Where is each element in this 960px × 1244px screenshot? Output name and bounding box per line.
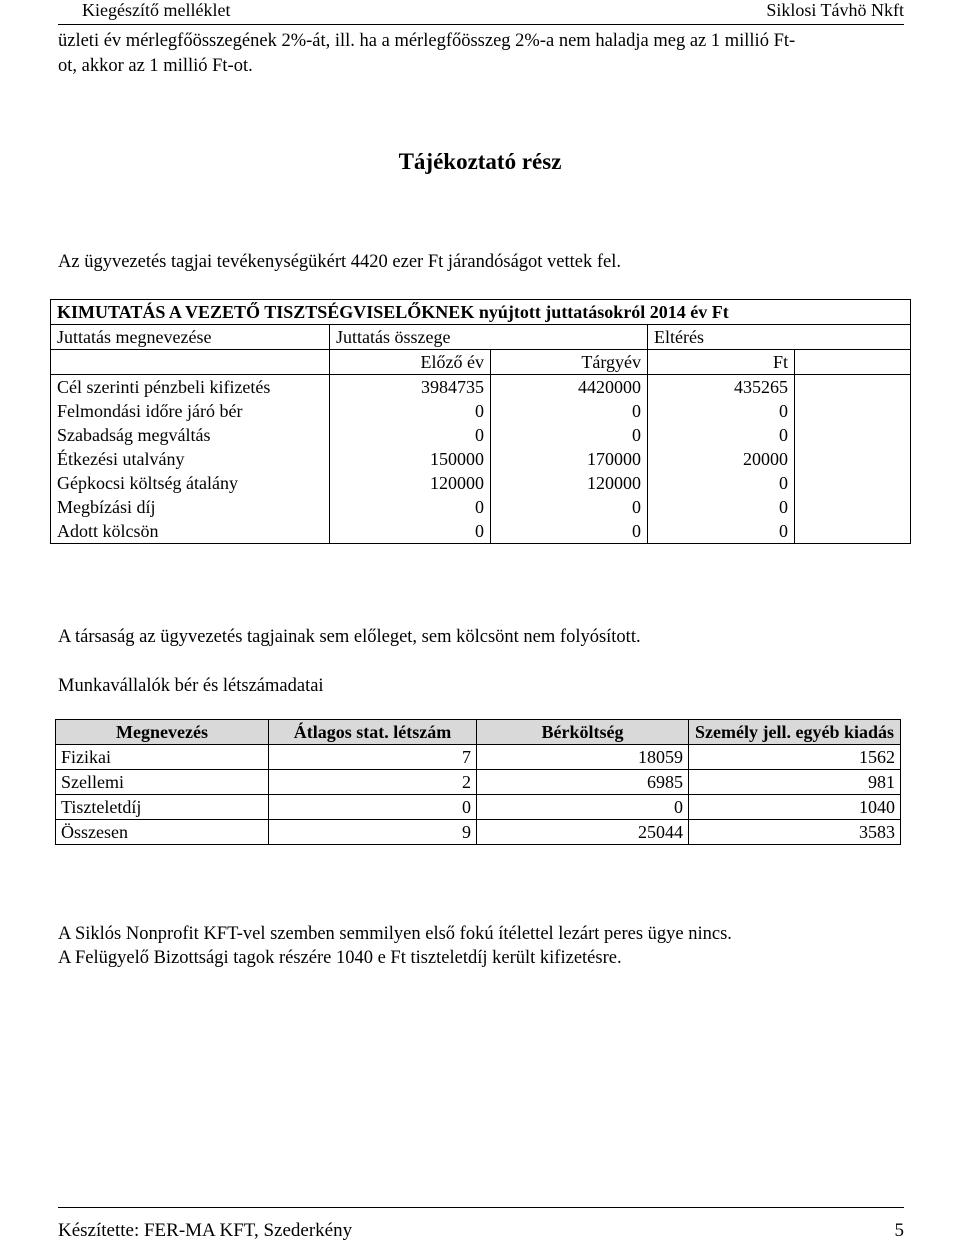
table1-header-curr: Tárgyév (491, 350, 648, 375)
table-row: Fizikai 7 18059 1562 (56, 745, 901, 770)
table-row: Összesen 9 25044 3583 (56, 820, 901, 845)
table2-header-headcount: Átlagos stat. létszám (269, 720, 477, 745)
table1-header-ft: Ft (648, 350, 795, 375)
header-right: Siklosi Távhö Nkft (766, 0, 904, 20)
footer-author: Készítette: FER-MA KFT, Szederkény (58, 1220, 353, 1241)
table-row: Gépkocsi költség átalány 120000 120000 0 (51, 471, 911, 495)
table1-header-prev: Előző év (330, 350, 491, 375)
table-row: Tiszteletdíj 0 0 1040 (56, 795, 901, 820)
page-header (58, 0, 904, 25)
table-row: Adott kölcsön 0 0 0 (51, 519, 911, 544)
table-row: Cél szerinti pénzbeli kifizetés 3984735 4420000 435265 (51, 375, 911, 400)
page-number: 5 (894, 1220, 904, 1241)
section-title: Tájékoztató rész (398, 149, 562, 174)
paragraph-no-loans: A társaság az ügyvezetés tagjainak sem előleget, sem kölcsönt nem folyósított. (58, 627, 641, 647)
header-left: Kiegészítő melléklet (82, 0, 231, 20)
table2-header-wage: Bérköltség (477, 720, 689, 745)
intro-line-2: ot, akkor az 1 millió Ft-ot. (58, 56, 253, 76)
paragraph-employee-data: Munkavállalók bér és létszámadatai (58, 676, 324, 696)
executive-benefits-table (50, 299, 911, 544)
table1-header-diff: Eltérés (648, 325, 911, 350)
table-row: Megbízási díj 0 0 0 (51, 495, 911, 519)
employee-table (55, 719, 901, 845)
table-row: Étkezési utalvány 150000 170000 20000 (51, 447, 911, 471)
table2-header-other: Személy jell. egyéb kiadás (689, 720, 901, 745)
table2-header-name: Megnevezés (56, 720, 269, 745)
paragraph-lawsuits: A Siklós Nonprofit KFT-vel szemben semmilyen első fokú ítélettel lezárt peres ügye nincs. (58, 924, 732, 944)
intro-line-1: üzleti év mérlegfőösszegének 2%-át, ill. ha a mérlegfőösszeg 2%-a nem haladja meg az 1 millió Ft- (58, 31, 796, 51)
paragraph-remuneration: Az ügyvezetés tagjai tevékenységükért 4420 ezer Ft járandóságot vettek fel. (58, 252, 622, 272)
table-row: Felmondási időre járó bér 0 0 0 (51, 399, 911, 423)
table-row: Szabadság megváltás 0 0 0 (51, 423, 911, 447)
paragraph-supervisory-fee: A Felügyelő Bizottsági tagok részére 1040 e Ft tiszteletdíj került kifizetésre. (58, 948, 622, 968)
page-footer (58, 1207, 904, 1241)
table1-header-name: Juttatás megnevezése (51, 325, 330, 350)
table-row: Szellemi 2 6985 981 (56, 770, 901, 795)
table1-title: KIMUTATÁS A VEZETŐ TISZTSÉGVISELŐKNEK nyújtott juttatásokról 2014 év Ft (51, 300, 911, 325)
table1-header-amount: Juttatás összege (330, 325, 648, 350)
